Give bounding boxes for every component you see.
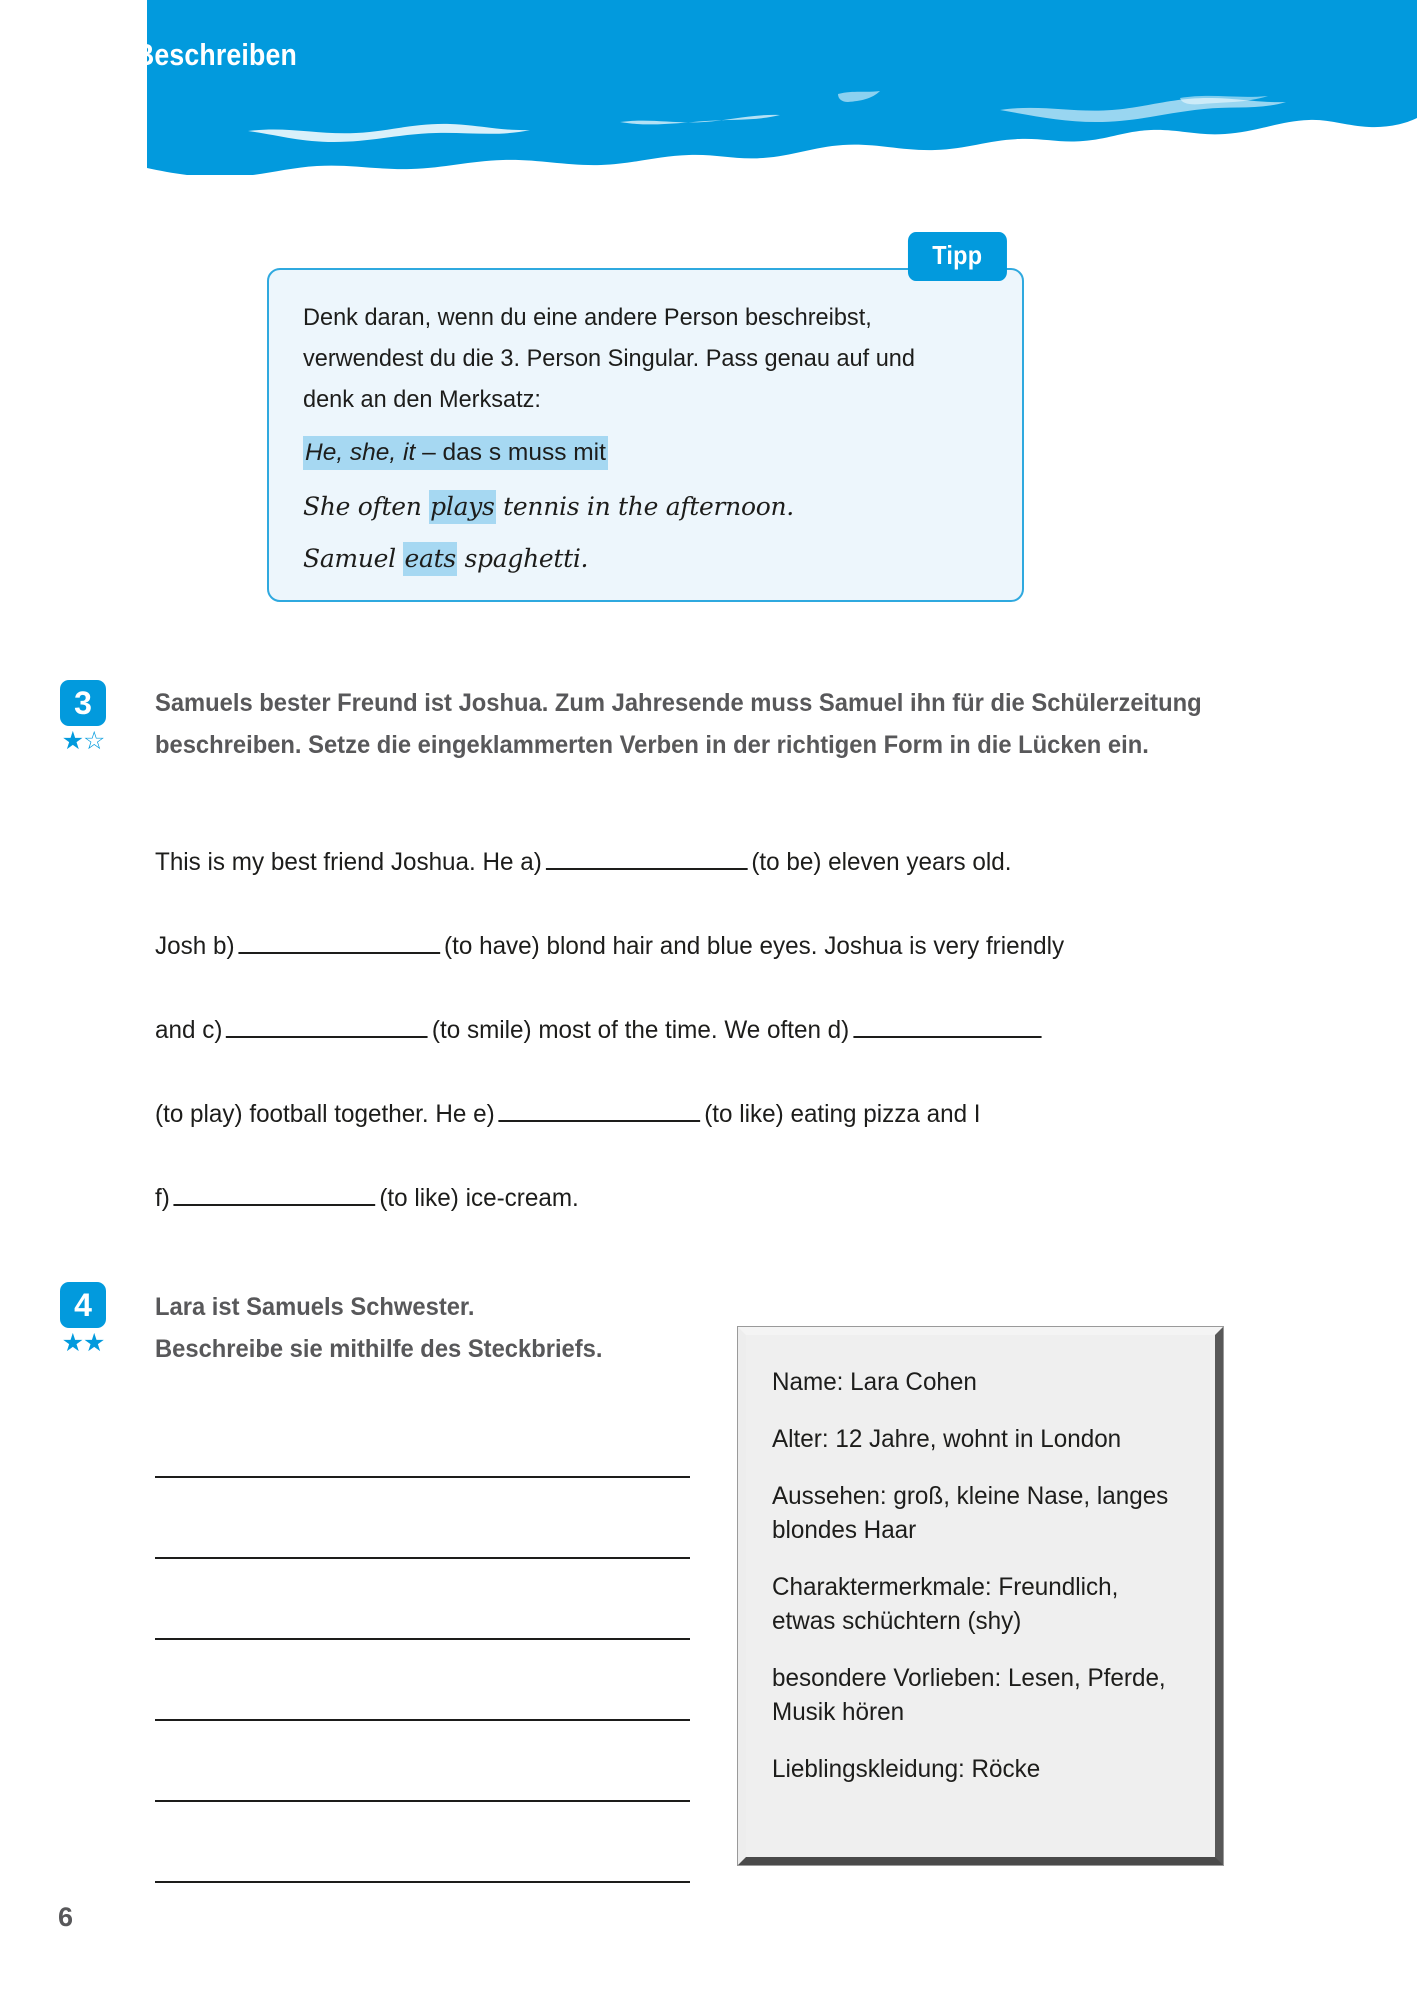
steckbrief-entry-name: Name: Lara Cohen: [772, 1368, 977, 1396]
page-number: 6: [58, 1902, 74, 1932]
example1-post: tennis in the afternoon.: [495, 492, 794, 521]
tipp-paragraph: Denk daran, wenn du eine andere Person beschreibst, verwendest du die 3. Person Singular. Pass genau auf und denk an den Merksatz:: [303, 304, 915, 413]
answer-line[interactable]: [155, 1802, 690, 1883]
tipp-example-1: [303, 492, 988, 522]
example2-verb: eats: [403, 542, 456, 576]
steckbrief-card: [738, 1327, 1223, 1865]
gap-input-b[interactable]: [238, 932, 440, 954]
exercise-4-marker: [52, 1282, 114, 1359]
gapfill-line-1: [155, 848, 1300, 932]
exercise-4-number: 4: [60, 1282, 106, 1328]
chapter-number: 1: [52, 29, 72, 81]
answer-line[interactable]: [155, 1478, 690, 1559]
steckbrief-entry-charaktermerkmale: Charaktermerkmale: Freundlich, etwas schüchtern (shy): [772, 1573, 1119, 1635]
gapfill-line-4-text-a: (to play) football together. He e): [155, 1100, 495, 1128]
gapfill-line-2-text-b: (to have) blond hair and blue eyes. Joshua is very friendly: [444, 932, 1065, 960]
steckbrief-entry-alter: Alter: 12 Jahre, wohnt in London: [772, 1425, 1122, 1453]
gapfill-line-1-text-b: (to be) eleven years old.: [751, 848, 1012, 876]
example2-post: spaghetti.: [456, 544, 589, 573]
gapfill-line-2: [155, 932, 1300, 1016]
gapfill-line-1-text-a: This is my best friend Joshua. He a): [155, 848, 542, 876]
gapfill-line-4-text-b: (to like) eating pizza and I: [704, 1100, 981, 1128]
tipp-merksatz: [303, 436, 988, 470]
answer-line[interactable]: [155, 1397, 690, 1478]
tipp-box-body: [267, 268, 1024, 602]
gapfill-line-5: [155, 1184, 1300, 1268]
gapfill-line-3: [155, 1016, 1300, 1100]
merksatz-pronouns: He, she, it: [305, 439, 416, 466]
page-header-banner: [0, 0, 1417, 175]
gap-input-f[interactable]: [174, 1184, 376, 1206]
exercise-4-difficulty-stars: ★★: [61, 1329, 105, 1357]
gap-input-a[interactable]: [546, 848, 748, 870]
example2-pre: Samuel: [303, 544, 404, 573]
gapfill-line-5-text-b: (to like) ice-cream.: [379, 1184, 579, 1212]
gapfill-line-3-text-b: (to smile) most of the time. We often d): [431, 1016, 850, 1044]
gapfill-line-3-text-a: and c): [155, 1016, 223, 1044]
exercise-3-number: 3: [60, 680, 106, 726]
gapfill-line-5-text-a: f): [155, 1184, 170, 1212]
exercise-4-instruction-line-2: Beschreibe sie mithilfe des Steckbriefs.: [155, 1335, 603, 1363]
tipp-example-2: [303, 544, 988, 574]
gapfill-line-2-text-a: Josh b): [155, 932, 235, 960]
exercise-3-instruction: Samuels bester Freund ist Joshua. Zum Jahresende muss Samuel ihn für die Schülerzeitung beschreiben. Setze die eingeklammerten Verben in der richtigen Form in die Lücken ein.: [155, 689, 1202, 759]
exercise-4-answer-area[interactable]: [155, 1397, 690, 1883]
gap-input-c[interactable]: [226, 1016, 428, 1038]
steckbrief-entry-aussehen: Aussehen: groß, kleine Nase, langes blondes Haar: [772, 1482, 1169, 1544]
exercise-4-instruction-line-1: Lara ist Samuels Schwester.: [155, 1293, 475, 1321]
answer-line[interactable]: [155, 1640, 690, 1721]
steckbrief-entry-vorlieben: besondere Vorlieben: Lesen, Pferde, Musik hören: [772, 1664, 1166, 1726]
gap-input-e[interactable]: [499, 1100, 701, 1122]
example1-verb: plays: [429, 490, 495, 524]
exercise-3-marker: [52, 680, 114, 757]
steckbrief-entry-lieblingskleidung: Lieblingskleidung: Röcke: [772, 1755, 1041, 1783]
gapfill-line-4: [155, 1100, 1300, 1184]
exercise-3-gapfill-text: [155, 848, 1335, 1268]
answer-line[interactable]: [155, 1559, 690, 1640]
exercise-4-instruction: [155, 1286, 687, 1370]
exercise-3-difficulty-stars: ★☆: [61, 727, 105, 755]
example1-pre: She often: [303, 492, 430, 521]
answer-line[interactable]: [155, 1721, 690, 1802]
chapter-title: Beschreiben: [134, 37, 297, 72]
tipp-tab-label: Tipp: [908, 232, 1007, 281]
gap-input-d[interactable]: [853, 1016, 1041, 1038]
merksatz-rest: – das s muss mit: [415, 439, 606, 466]
